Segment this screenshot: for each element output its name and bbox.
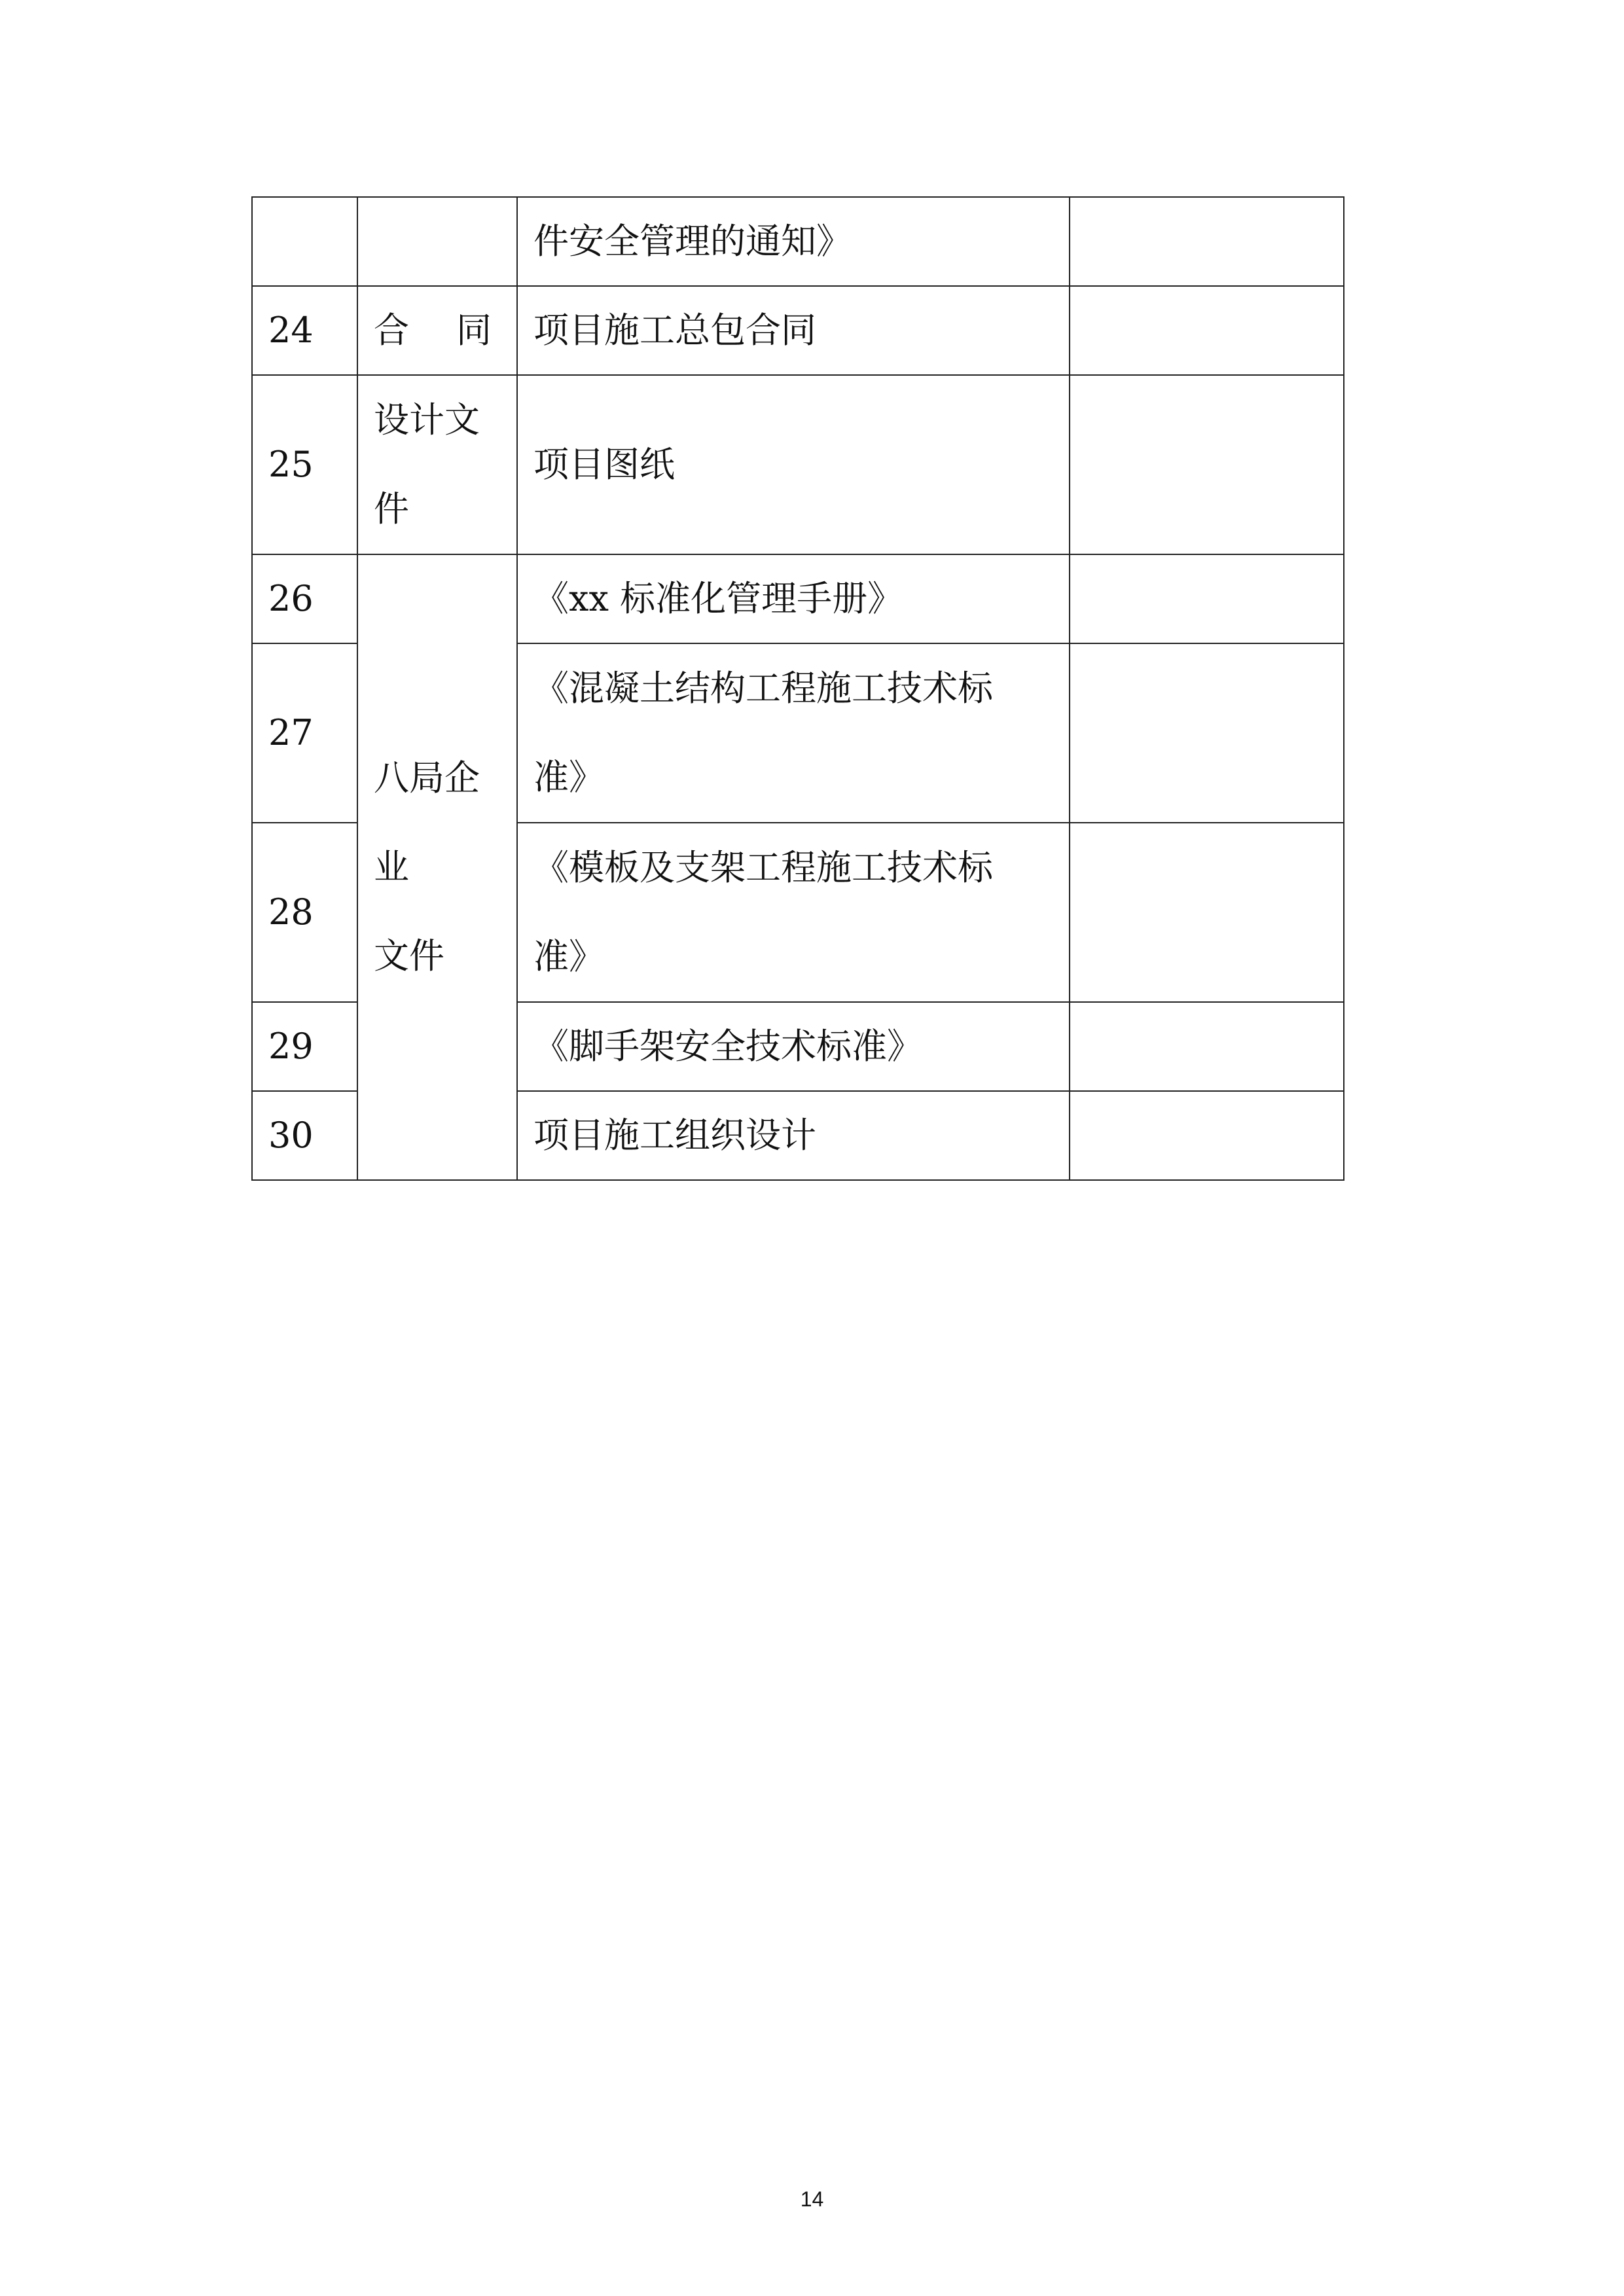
row-note: [1070, 554, 1344, 643]
row-note: [1070, 643, 1344, 823]
document-table: [251, 196, 1344, 1181]
category-line: 文件: [374, 935, 444, 977]
row-category: [357, 286, 517, 375]
document-line: 《混凝土结构工程施工技术标: [533, 668, 993, 709]
row-number: 26: [252, 554, 357, 643]
row-document: [517, 823, 1070, 1002]
document-line: 《模板及支架工程施工技术标: [533, 847, 993, 888]
category-char: 合: [374, 310, 409, 351]
table-row: [252, 286, 1344, 375]
category-line: 八局企: [374, 757, 480, 798]
row-document: 项目图纸: [517, 375, 1070, 554]
row-note: [1070, 1002, 1344, 1091]
category-line: 设计文: [374, 399, 480, 440]
row-number: [252, 197, 357, 286]
category-line: 业: [374, 846, 409, 888]
table-row: [252, 375, 1344, 554]
page-number: 14: [800, 2187, 824, 2211]
row-document: 件安全管理的通知》: [517, 197, 1070, 286]
row-number: 29: [252, 1002, 357, 1091]
row-number: 24: [252, 286, 357, 375]
table-row: [252, 554, 1344, 643]
category-char: 同: [456, 310, 492, 351]
row-number: 27: [252, 643, 357, 823]
row-document: 项目施工组织设计: [517, 1091, 1070, 1180]
table-row: [252, 197, 1344, 286]
row-category: [357, 375, 517, 554]
document-line: 准》: [533, 757, 604, 798]
row-number: 25: [252, 375, 357, 554]
row-note: [1070, 286, 1344, 375]
row-document: [517, 643, 1070, 823]
row-number: 30: [252, 1091, 357, 1180]
row-note: [1070, 1091, 1344, 1180]
row-document: 项目施工总包合同: [517, 286, 1070, 375]
document-line: 准》: [533, 936, 604, 977]
merged-category: [357, 554, 517, 1180]
row-category: [357, 197, 517, 286]
row-note: [1070, 197, 1344, 286]
row-document: 《xx 标准化管理手册》: [517, 554, 1070, 643]
row-note: [1070, 823, 1344, 1002]
row-number: 28: [252, 823, 357, 1002]
category-line: 件: [374, 488, 409, 529]
row-document: 《脚手架安全技术标准》: [517, 1002, 1070, 1091]
row-note: [1070, 375, 1344, 554]
